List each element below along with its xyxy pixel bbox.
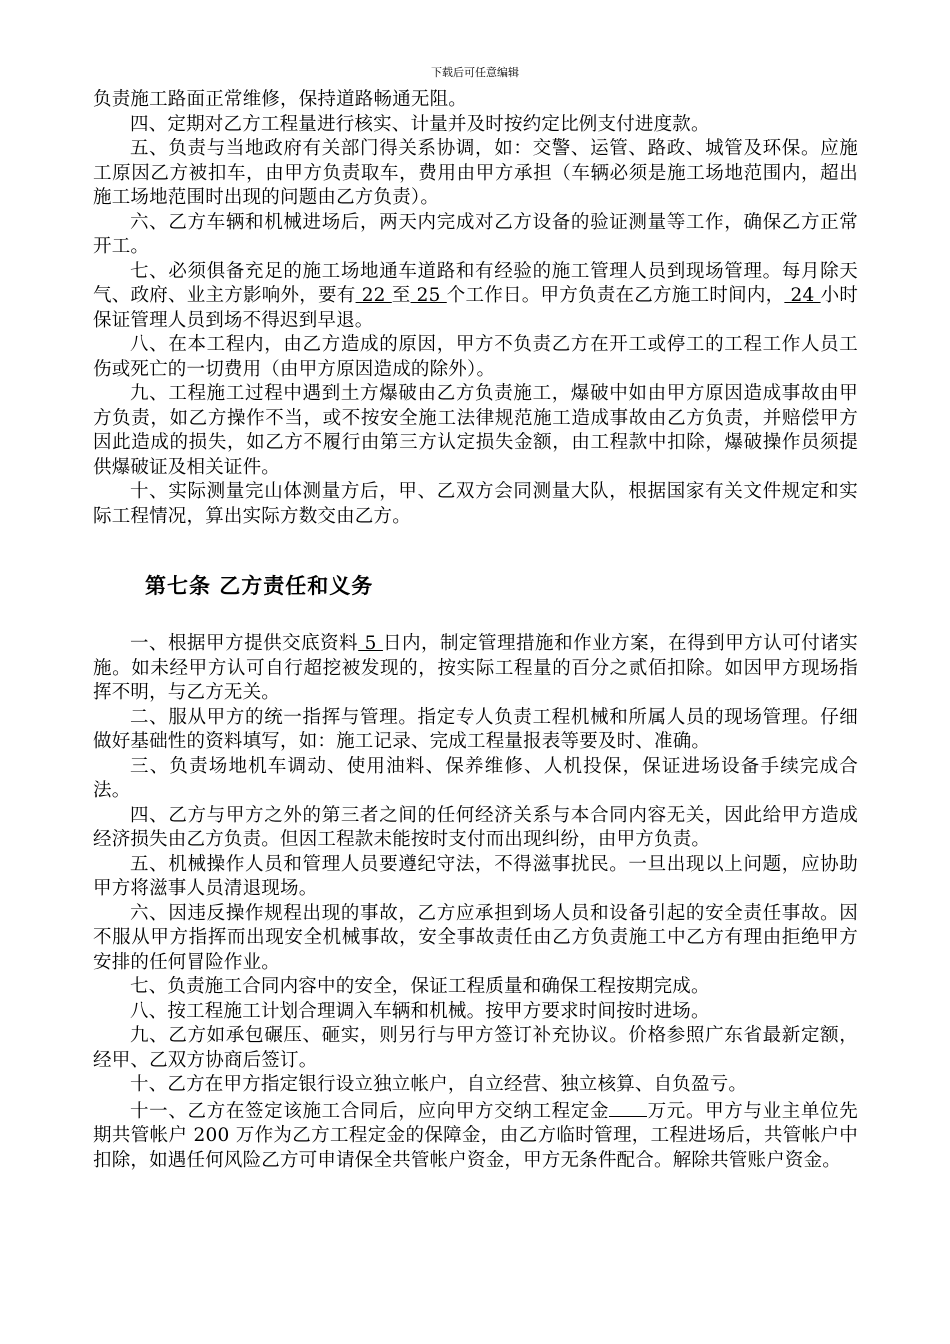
paragraph: 七、必须俱备充足的施工场地通车道路和有经验的施工管理人员到现场管理。每月除天气、政府、业主方影响外，要有 22 至 25 个工作日。甲方负责在乙方施工时间内， 24 小时保证管理人员到场不得迟到早退。 — [93, 260, 859, 331]
paragraph: 八、按工程施工计划合理调入车辆和机械。按甲方要求时间按时进场。 — [130, 1000, 710, 1022]
paragraph: 三、负责场地机车调动、使用油料、保养维修、人机投保，保证进场设备手续完成合法。 — [93, 755, 858, 801]
paragraph: 五、负责与当地政府有关部门得关系协调，如：交警、运管、路政、城管及环保。应施工原因乙方被扣车，由甲方负责取车，费用由甲方承担（车辆必须是施工场地范围内，超出施工场地范围时出现的问题由乙方负责）。 — [93, 138, 858, 208]
paragraph: 四、定期对乙方工程量进行核实、计量并及时按约定比例支付进度款。 — [130, 113, 710, 135]
paragraph: 四、乙方与甲方之外的第三者之间的任何经济关系与本合同内容无关，因此给甲方造成经济损失由乙方负责。但因工程款未能按时支付而出现纠纷，由甲方负责。 — [93, 804, 858, 850]
paragraph: 七、负责施工合同内容中的安全，保证工程质量和确保工程按期完成。 — [130, 976, 710, 997]
paragraph: 八、在本工程内，由乙方造成的原因，甲方不负责乙方在开工或停工的工程工作人员工伤或死亡的一切费用（由甲方原因造成的除外）。 — [93, 334, 858, 380]
days-value: 5 — [358, 633, 383, 654]
hours-value: 24 — [784, 285, 821, 306]
work-days-min: 22 — [355, 285, 392, 306]
paragraph: 六、乙方车辆和机械进场后，两天内完成对乙方设备的验证测量等工作，确保乙方正常开工。 — [93, 211, 858, 257]
paragraph: 十、实际测量完山体测量方后，甲、乙双方会同测量大队，根据国家有关文件规定和实际工程情况，算出实际方数交由乙方。 — [93, 481, 858, 527]
paragraph: 十、乙方在甲方指定银行设立独立帐户，自立经营、独立核算、自负盈亏。 — [130, 1074, 748, 1095]
paragraph: 负责施工路面正常维修，保持道路畅通无阻。 — [93, 89, 468, 110]
paragraph: 九、工程施工过程中遇到土方爆破由乙方负责施工，爆破中如由甲方原因造成事故由甲方负责，如乙方操作不当，或不按安全施工法律规范施工造成事故由乙方负责，并赔偿甲方因此造成的损失，如乙方不履行由第三方认定损失金额，由工程款中扣除，爆破操作员须提供爆破证及相关证件。 — [93, 383, 858, 478]
paragraph: 五、机械操作人员和管理人员要遵纪守法，不得滋事扰民。一旦出现以上问题，应协助甲方将滋事人员清退现场。 — [93, 853, 858, 899]
article-heading: 第七条 乙方责任和义务 — [145, 574, 374, 598]
paragraph: 一、根据甲方提供交底资料 5 日内，制定管理措施和作业方案，在得到甲方认可付诸实施。如未经甲方认可自行超挖被发现的，按实际工程量的百分之贰佰扣除。如因甲方现场指挥不明，与乙方无关。 — [93, 633, 858, 703]
work-days-max: 25 — [410, 285, 447, 306]
paragraph: 九、乙方如承包碾压、砸实，则另行与甲方签订补充协议。价格参照广东省最新定额，经甲、乙双方协商后签订。 — [93, 1025, 858, 1071]
paragraph: 二、服从甲方的统一指挥与管理。指定专人负责工程机械和所属人员的现场管理。仔细做好基础性的资料填写，如：施工记录、完成工程量报表等要及时、准确。 — [93, 706, 858, 752]
page-header: 下载后可任意编辑 — [431, 66, 519, 79]
obligations-party-b — [93, 632, 858, 1173]
paragraph: 十一、乙方在签定该施工合同后，应向甲方交纳工程定金 万元。甲方与业主单位先期共管帐户 200 万作为乙方工程定金的保障金，由乙方临时管理，工程进场后，共管帐户中扣除，如遇任何风险乙方可申请保全共管帐户资金，甲方无条件配合。解除共管账户资金。 — [93, 1098, 858, 1174]
obligations-party-a-continued — [93, 88, 858, 529]
deposit-amount-blank — [609, 1098, 647, 1117]
paragraph: 六、因违反操作规程出现的事故，乙方应承担到场人员和设备引起的安全责任事故。因不服从甲方指挥而出现安全机械事故，安全事故责任由乙方负责施工中乙方有理由拒绝甲方安排的任何冒险作业。 — [93, 902, 858, 973]
